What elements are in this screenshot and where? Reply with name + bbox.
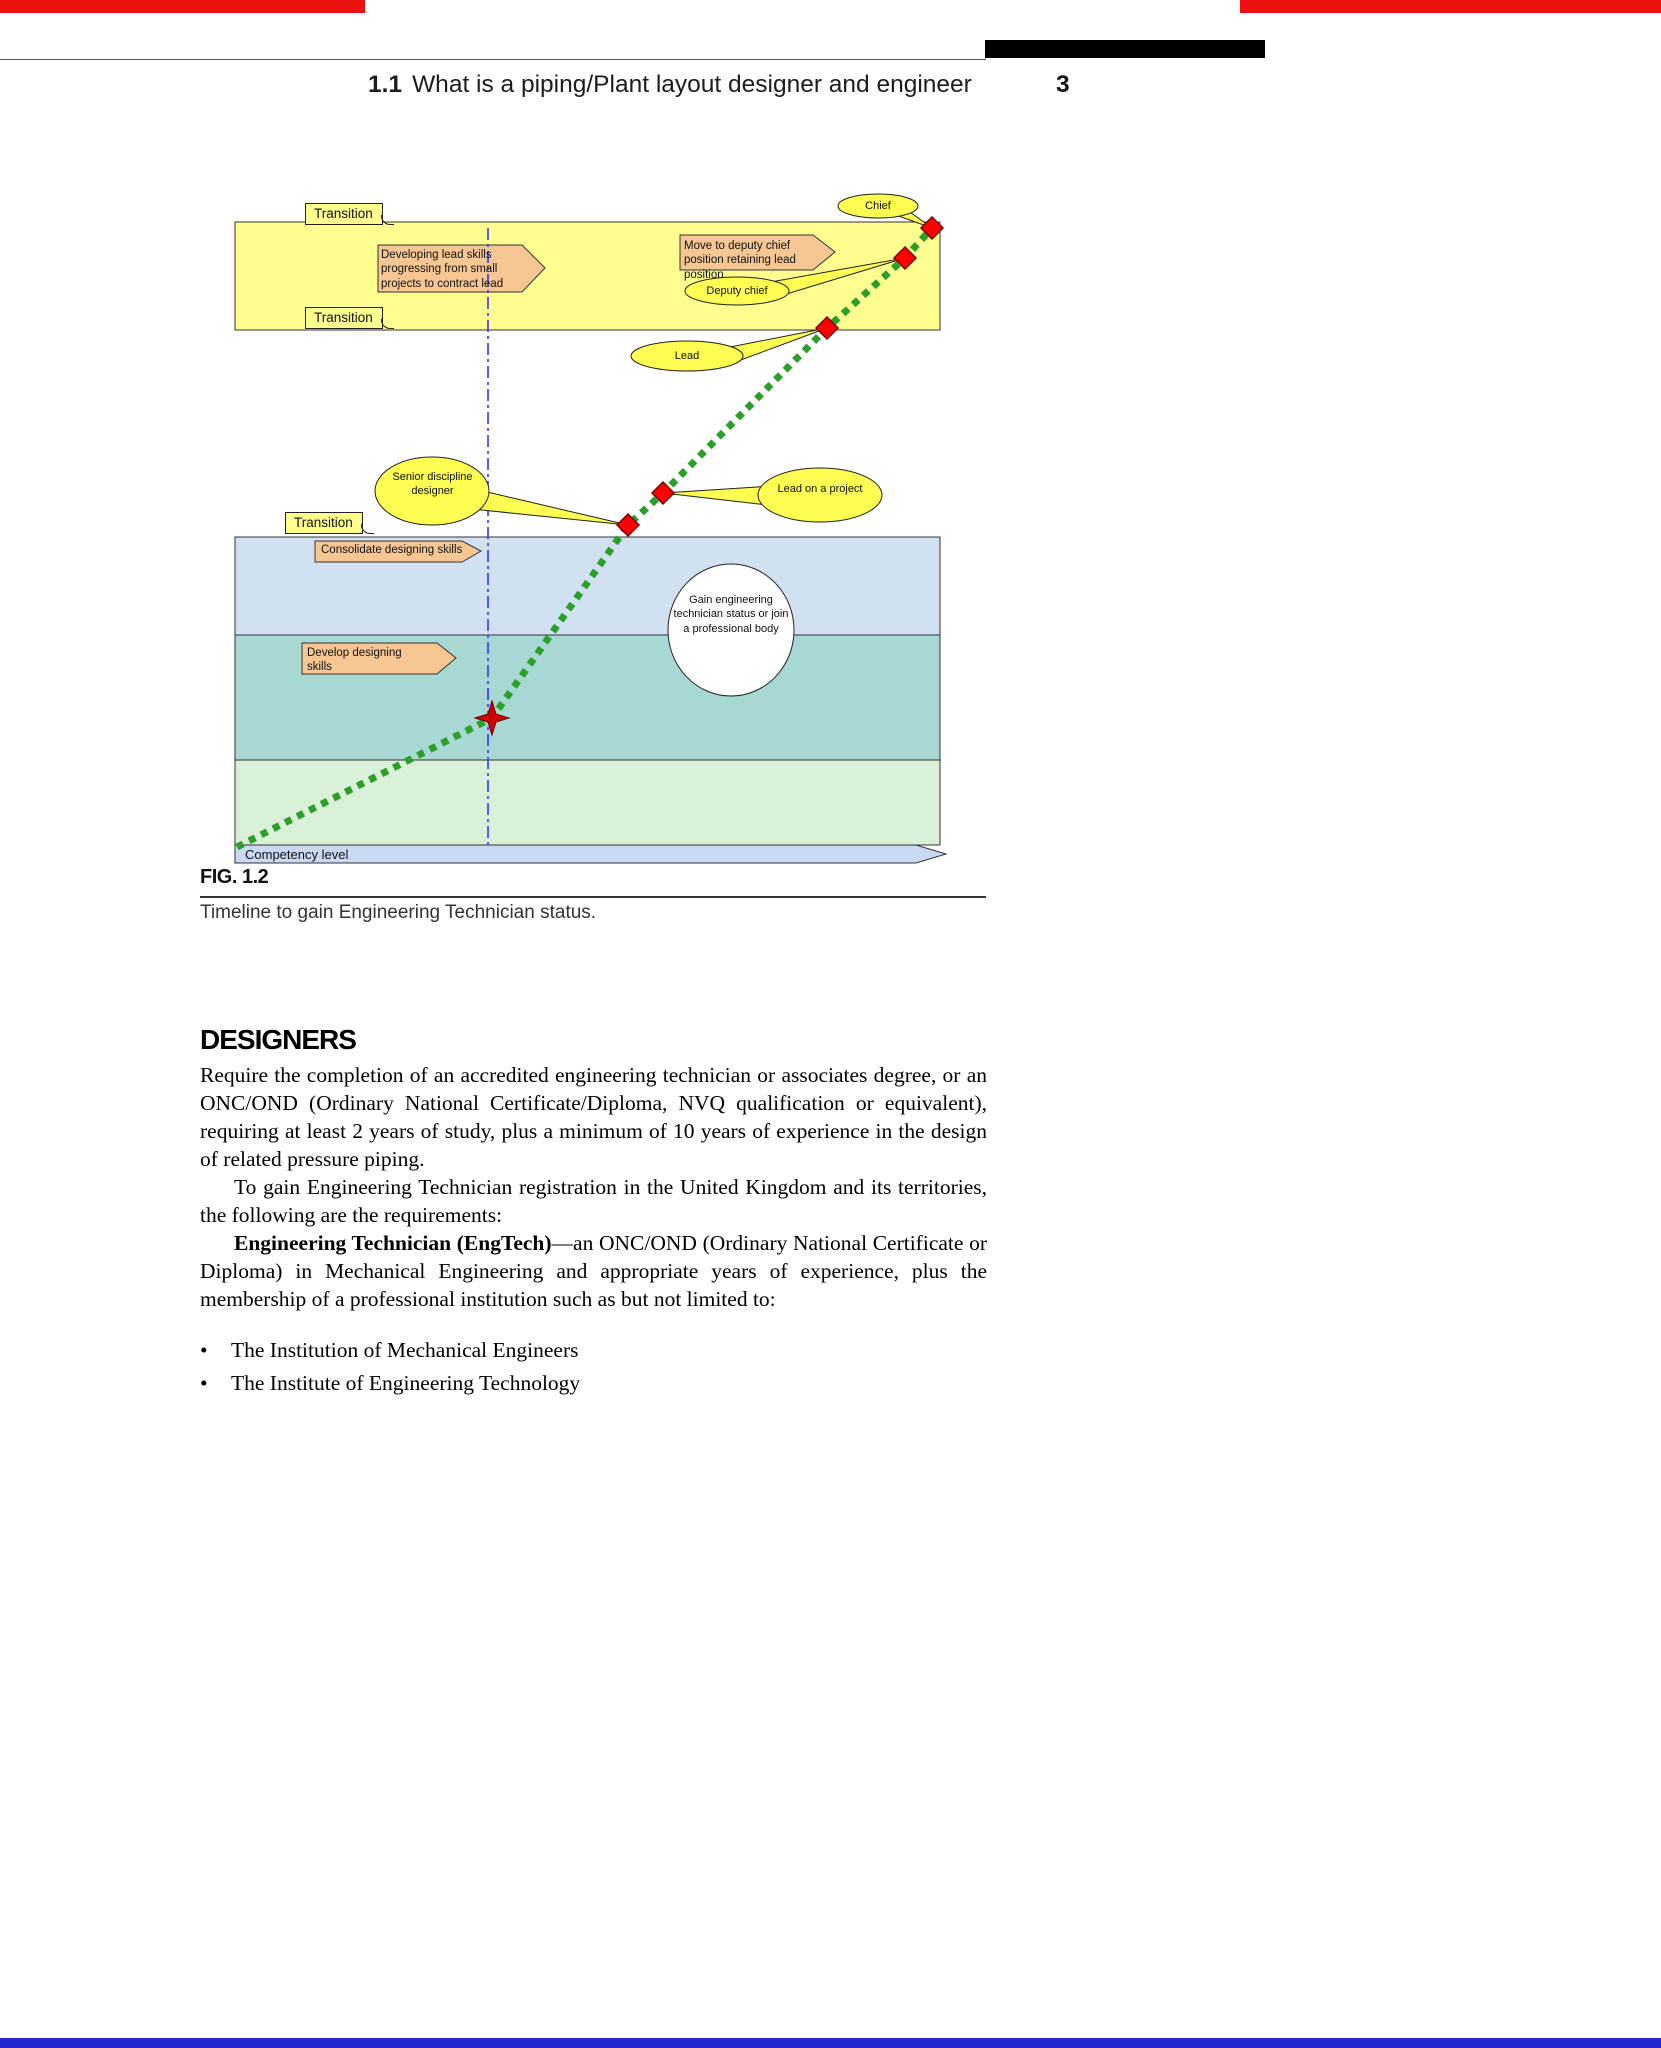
- paragraph-registration: To gain Engineering Technician registration in the United Kingdom and its territories, the following are the requirements:: [200, 1174, 987, 1227]
- paragraph-requirements: Require the completion of an accredited engineering technician or associates degree, or an ONC/OND (Ordinary National Certificate/Diploma, NVQ qualification or equivalent), requiring at least 2 years of study, plus a minimum of 10 years of experience in the design of related pressure piping.: [200, 1063, 987, 1171]
- develop-callout-label: Develop designing skills: [307, 647, 402, 674]
- header-black-bar: [985, 40, 1265, 58]
- transition-tab-1: Transition: [305, 203, 383, 225]
- chief-label: Chief: [865, 200, 891, 212]
- developing-callout-label: Developing lead skills progressing from small projects to contract lead: [381, 249, 504, 290]
- section-title: What is a piping/Plant layout designer and engineer: [412, 71, 972, 98]
- top-red-bar-left: [0, 0, 365, 13]
- caption-rule: [200, 896, 986, 898]
- figure-caption: Timeline to gain Engineering Technician status.: [200, 902, 597, 923]
- move-callout-label: Move to deputy chief position retaining lead position: [684, 240, 796, 281]
- engtech-bold-lead: Engineering Technician (EngTech): [234, 1230, 552, 1255]
- deputy-chief-label: Deputy chief: [706, 285, 768, 297]
- engtech-rest: —an ONC/OND (Ordinary National Certificate or Diploma) in Mechanical Engineering and appropriate years of experience, plus the membership of a professional institution such as but not limited to:: [200, 1230, 987, 1311]
- running-head: [368, 71, 972, 99]
- page-number: 3: [1056, 71, 1070, 98]
- list-item: [200, 1337, 987, 1365]
- top-red-bar-right: [1240, 0, 1661, 13]
- header-rule: [0, 59, 986, 60]
- consolidate-callout-label: Consolidate designing skills: [321, 544, 463, 556]
- senior-designer-label: Senior discipline designer: [392, 471, 473, 497]
- bottom-blue-bar: [0, 2038, 1661, 2048]
- institution-list: [200, 1337, 987, 1398]
- figure-graphics: [200, 190, 980, 880]
- list-item-text: The Institute of Engineering Technology: [231, 1371, 581, 1396]
- green-band: [235, 760, 940, 845]
- body-text: [200, 1062, 987, 1398]
- list-item-text: The Institution of Mechanical Engineers: [231, 1338, 579, 1363]
- paragraph-engtech: [200, 1230, 987, 1314]
- bullet-icon: •: [200, 1338, 208, 1363]
- designers-heading: DESIGNERS: [200, 1024, 356, 1055]
- section-number: 1.1: [368, 71, 403, 98]
- figure-career-timeline: [200, 190, 980, 880]
- lead-label: Lead: [674, 350, 700, 362]
- transition-tab-3: Transition: [285, 512, 363, 534]
- transition-tab-2: Transition: [305, 307, 383, 329]
- competency-axis-label: Competency level: [245, 847, 349, 862]
- figure-label: FIG. 1.2: [200, 866, 269, 888]
- list-item: [200, 1370, 987, 1398]
- bullet-icon: •: [200, 1371, 208, 1396]
- lead-project-label: Lead on a project: [777, 483, 863, 495]
- status-circle-label: Gain engineering technician status or join a professional body: [673, 594, 789, 635]
